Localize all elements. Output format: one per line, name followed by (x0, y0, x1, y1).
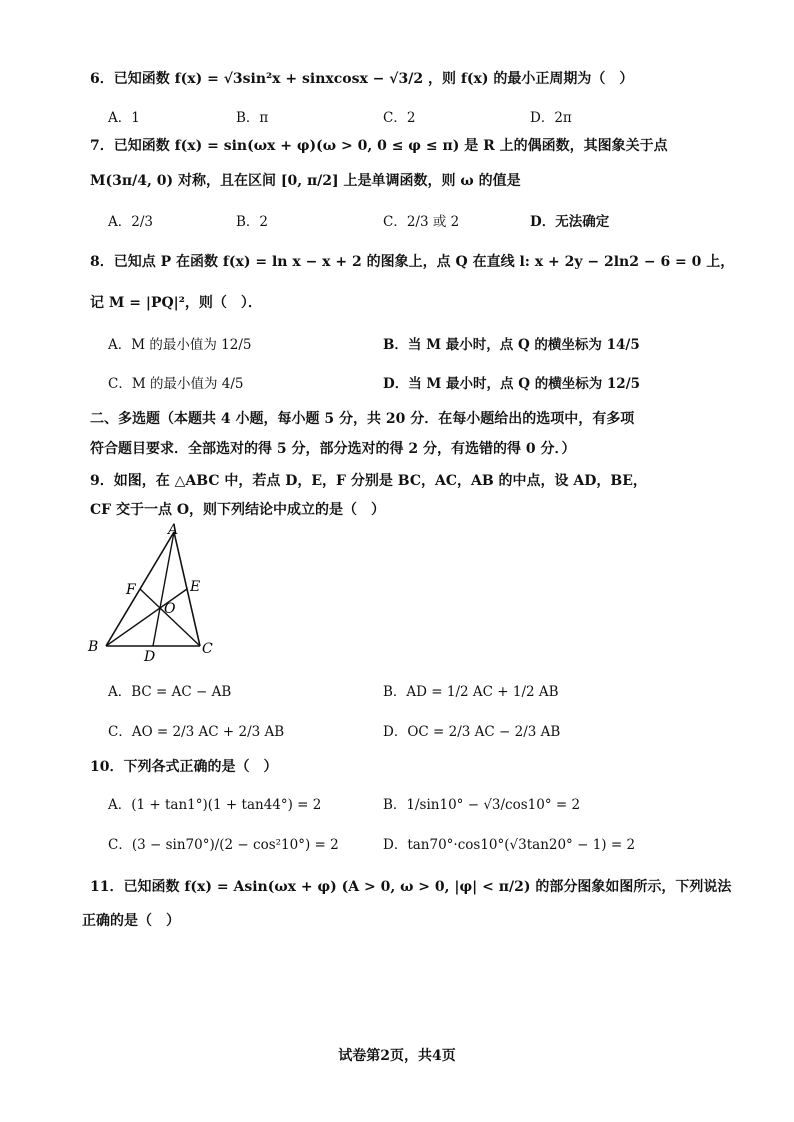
label-c: C (202, 641, 213, 657)
triangle-figure (84, 522, 224, 662)
q8-option-a: A．M 的最小值为 12/5 (108, 337, 252, 353)
label-f: F (126, 582, 136, 598)
q10-option-b: B．1/sin10° − √3/cos10° = 2 (383, 797, 581, 813)
question-7-stem-line1: 7．已知函数 f(x) = sin(ωx + φ)(ω > 0, 0 ≤ φ ≤ π) 是 R 上的偶函数，其图象关于点 (90, 138, 668, 154)
q8-option-c: C．M 的最小值为 4/5 (108, 376, 244, 392)
question-7-stem-line2: M(3π/4, 0) 对称，且在区间 [0, π/2] 上是单调函数，则 ω 的值是 (90, 173, 521, 189)
label-d: D (144, 649, 156, 662)
label-b: B (88, 639, 99, 655)
question-8-stem-line2: 记 M = |PQ|²，则（ ）． (90, 295, 262, 311)
q10-option-d: D．tan70°·cos10°(√3tan20° − 1) = 2 (383, 837, 636, 853)
q6-option-a: A．1 (108, 110, 140, 126)
q6-option-b: B．π (236, 110, 269, 126)
question-11-stem-line2: 正确的是（ ） (82, 913, 180, 929)
question-9-stem-line2: CF 交于一点 O，则下列结论中成立的是（ ） (90, 502, 386, 518)
section-2-heading-line1: 二、多选题（本题共 4 小题，每小题 5 分，共 20 分．在每小题给出的选项中，有多项 (90, 411, 635, 427)
q9-option-b: B．AD = 1/2 AC + 1/2 AB (383, 684, 559, 700)
q8-option-b: B．当 M 最小时，点 Q 的横坐标为 14/5 (383, 337, 640, 353)
question-6-stem: 6．已知函数 f(x) = √3sin²x + sinxcosx − √3/2 ，则 f(x) 的最小正周期为（ ） (90, 71, 634, 87)
section-2-heading-line2: 符合题目要求．全部选对的得 5 分，部分选对的得 2 分，有选错的得 0 分．） (90, 441, 576, 457)
q10-option-a: A．(1 + tan1°)(1 + tan44°) = 2 (108, 797, 322, 813)
question-11-stem-line1: 11．已知函数 f(x) = Asin(ωx + φ) (A > 0, ω > 0, |φ| < π/2) 的部分图象如图所示，下列说法 (90, 879, 732, 895)
q7-option-d: D．无法确定 (530, 214, 610, 230)
question-10-stem: 10．下列各式正确的是（ ） (90, 759, 278, 775)
q6-option-c: C．2 (383, 110, 416, 126)
q9-option-a: A．BC = AC − AB (108, 684, 232, 700)
question-9-stem-line1: 9．如图，在 △ABC 中，若点 D，E，F 分别是 BC，AC，AB 的中点，设 AD，BE， (90, 473, 647, 489)
q10-option-c: C．(3 − sin70°)/(2 − cos²10°) = 2 (108, 837, 339, 853)
q7-option-b: B．2 (236, 214, 269, 230)
label-a: A (168, 522, 179, 538)
q9-option-c: C．AO = 2/3 AC + 2/3 AB (108, 724, 285, 740)
label-e: E (190, 579, 201, 595)
q7-option-a: A．2/3 (108, 214, 153, 230)
median-be (106, 589, 187, 646)
median-cf (140, 589, 200, 646)
q8-option-d: D．当 M 最小时，点 Q 的横坐标为 12/5 (383, 376, 641, 392)
q6-option-d: D．2π (530, 110, 572, 126)
q7-option-c: C．2/3 或 2 (383, 214, 460, 230)
q9-option-d: D．OC = 2/3 AC − 2/3 AB (383, 724, 561, 740)
label-o: O (164, 601, 176, 617)
page-footer: 试卷第2页，共4页 (338, 1048, 456, 1064)
question-8-stem-line1: 8．已知点 P 在函数 f(x) = ln x − x + 2 的图象上，点 Q 在直线 l: x + 2y − 2ln2 − 6 = 0 上， (90, 254, 735, 270)
